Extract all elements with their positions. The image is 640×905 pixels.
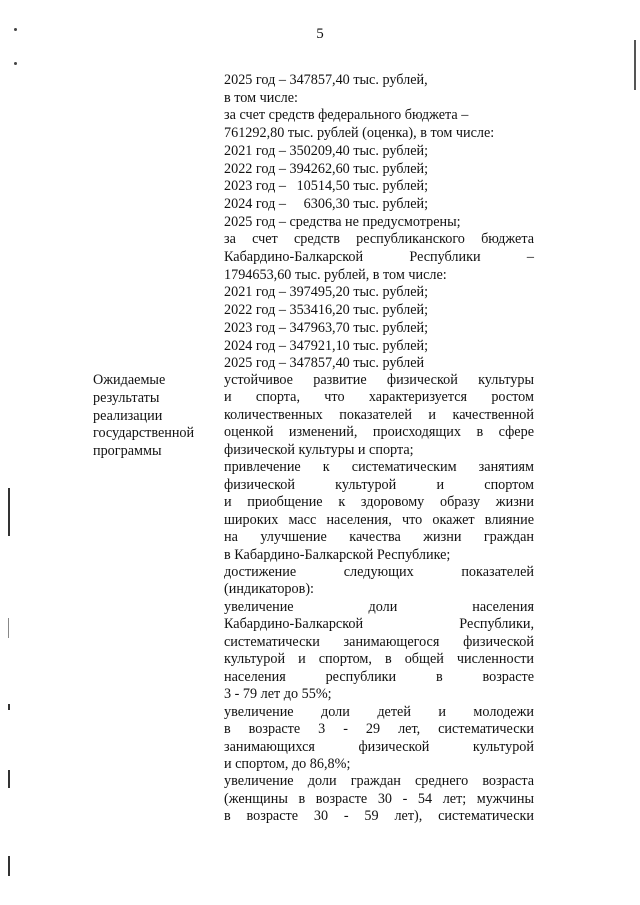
page-number: 5 (316, 26, 324, 42)
result-line: в возрасте 30 - 59 лет), систематически (224, 808, 534, 825)
scan-mark (14, 28, 17, 31)
funding-line: 2024 год – 6306,30 тыс. рублей; (224, 195, 429, 212)
result-line: в возрасте 3 - 29 лет, систематически (224, 721, 534, 738)
result-line: (индикаторов): (224, 581, 314, 598)
result-line: 3 - 79 лет до 55%; (224, 686, 332, 703)
result-line: привлечение к систематическим занятиям (224, 459, 534, 476)
section-label-line: результаты (93, 389, 160, 406)
result-line: и спортом, до 86,8%; (224, 755, 351, 772)
funding-line: 1794653,60 тыс. рублей, в том числе: (224, 266, 447, 283)
funding-line: 2023 год – 10514,50 тыс. рублей; (224, 178, 429, 195)
result-line: широких масс населения, что окажет влияние (224, 511, 534, 528)
result-line: увеличение доли населения (224, 598, 534, 615)
funding-line: Кабардино-Балкарской Республики – (224, 249, 534, 266)
result-line: культурой и спортом, в общей численности (224, 651, 534, 668)
funding-line: 2025 год – 347857,40 тыс. рублей (224, 355, 425, 372)
result-line: физической культурой и спортом (224, 476, 534, 493)
funding-line: 2025 год – средства не предусмотрены; (224, 213, 461, 230)
funding-line: в том числе: (224, 89, 298, 106)
funding-line: 2024 год – 347921,10 тыс. рублей; (224, 337, 429, 354)
result-line: и приобщение к здоровому образу жизни (224, 494, 534, 511)
scan-mark (8, 618, 9, 638)
funding-text (224, 72, 534, 373)
section-label-line: Ожидаемые (93, 372, 166, 388)
result-line: достижение следующих показателей (224, 563, 534, 580)
result-line: населения республики в возрасте (224, 668, 534, 685)
funding-line: за счет средств федерального бюджета – (224, 107, 469, 124)
funding-line: 2022 год – 353416,20 тыс. рублей; (224, 302, 429, 319)
funding-line: 2021 год – 397495,20 тыс. рублей; (224, 284, 429, 301)
section-label-line: государственной (93, 425, 195, 442)
scan-mark (14, 62, 17, 65)
result-line: занимающихся физической культурой (224, 738, 534, 755)
result-line: на улучшение качества жизни граждан (224, 529, 534, 546)
result-line: физической культуры и спорта; (224, 441, 414, 458)
funding-line: 2021 год – 350209,40 тыс. рублей; (224, 142, 429, 159)
funding-line: 2023 год – 347963,70 тыс. рублей; (224, 319, 429, 336)
result-line: (женщины в возрасте 30 - 54 лет; мужчины (224, 790, 534, 807)
funding-line: за счет средств республиканского бюджета (224, 231, 534, 248)
result-line: и спорта, что характеризуется ростом (224, 389, 534, 406)
funding-line: 2022 год – 394262,60 тыс. рублей; (224, 160, 429, 177)
result-line: оценкой изменений, происходящих в сфере (224, 424, 534, 441)
result-line: систематически занимающегося физической (224, 633, 534, 650)
funding-line: 761292,80 тыс. рублей (оценка), в том числе: (224, 125, 495, 142)
result-line: Кабардино-Балкарской Республики, (224, 616, 534, 633)
result-line: устойчивое развитие физической культуры (224, 372, 534, 388)
result-line: увеличение доли граждан среднего возраста (224, 773, 534, 790)
scan-mark (8, 770, 10, 788)
scan-mark (8, 856, 10, 876)
scan-mark (8, 488, 10, 536)
scan-mark (634, 40, 636, 90)
section-label (93, 372, 218, 461)
expected-results-text (224, 372, 534, 826)
result-line: в Кабардино-Балкарской Республике; (224, 546, 451, 563)
result-line: количественных показателей и качественной (224, 406, 534, 423)
funding-line: 2025 год – 347857,40 тыс. рублей, (224, 72, 428, 88)
scan-mark (8, 704, 10, 710)
section-label-line: реализации (93, 407, 163, 424)
section-label-line: программы (93, 443, 162, 460)
result-line: увеличение доли детей и молодежи (224, 703, 534, 720)
